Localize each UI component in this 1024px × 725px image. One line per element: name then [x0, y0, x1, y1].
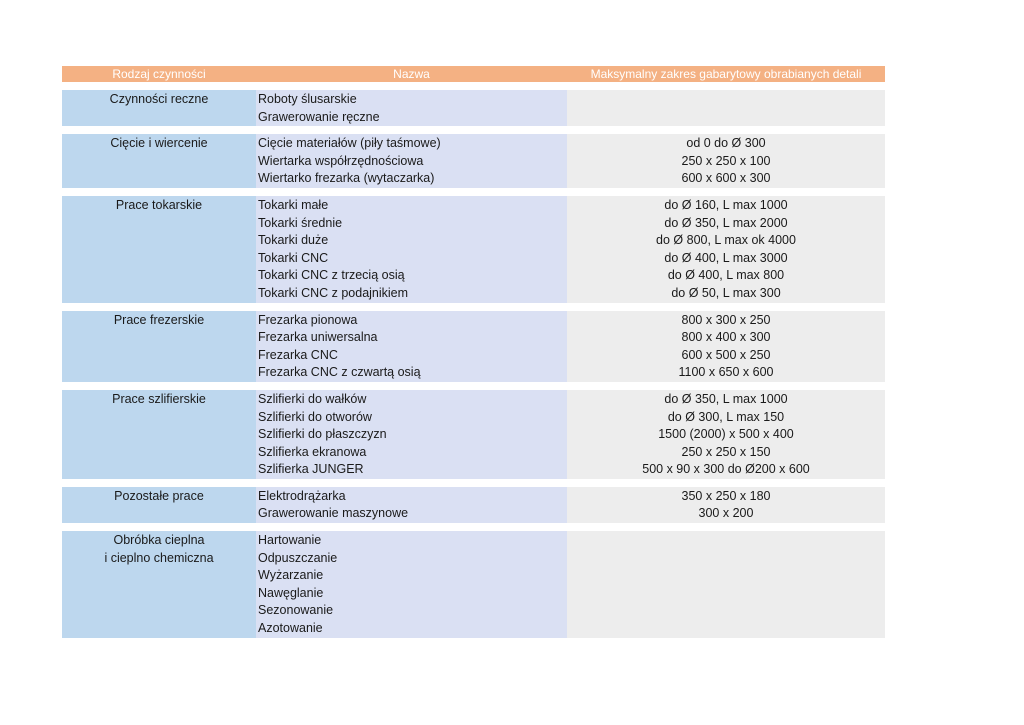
table-group [62, 487, 885, 523]
machine-name: Azotowanie [258, 621, 323, 636]
machine-name: Wiertarka współrzędnościowa [258, 153, 424, 168]
activity-type-label: Prace szlifierskie [112, 391, 206, 406]
machine-names-cell [256, 487, 567, 523]
max-range-value: od 0 do Ø 300 [686, 136, 766, 151]
max-range-value: do Ø 800, L max ok 4000 [656, 233, 796, 248]
max-range-value: do Ø 160, L max 1000 [664, 197, 788, 212]
max-range-value: 1100 x 650 x 600 [678, 365, 774, 380]
machine-name: Wiertarko frezarka (wytaczarka) [258, 171, 435, 186]
max-range-value: 600 x 500 x 250 [681, 347, 771, 362]
machine-name: Tokarki średnie [258, 215, 343, 230]
max-range-cell [567, 134, 885, 188]
activity-type-cell [62, 487, 256, 523]
max-range-value: 800 x 300 x 250 [681, 312, 771, 327]
machine-name: Tokarki CNC [258, 250, 329, 265]
max-range-value: do Ø 350, L max 1000 [664, 391, 788, 406]
machine-name: Grawerowanie ręczne [258, 109, 380, 124]
activity-type-label: Prace tokarskie [115, 197, 203, 212]
max-range-value: 500 x 90 x 300 do Ø200 x 600 [642, 462, 810, 477]
machine-names-cell [256, 90, 567, 126]
machine-name: Tokarki małe [258, 197, 329, 212]
max-range-value [567, 567, 885, 585]
max-range-value [567, 620, 885, 638]
max-range-cell [567, 90, 885, 126]
machine-name: Sezonowanie [258, 603, 334, 618]
machine-name: Elektrodrążarka [258, 488, 346, 503]
machine-name: Szlifierki do płaszczyzn [258, 427, 387, 442]
activity-type-cell [62, 531, 256, 638]
max-range-value: do Ø 400, L max 3000 [664, 250, 788, 265]
activity-type-cell [62, 311, 256, 382]
machine-names-cell [256, 311, 567, 382]
machine-name: Tokarki CNC z trzecią osią [258, 268, 405, 283]
max-range-value: 1500 (2000) x 500 x 400 [658, 427, 794, 442]
max-range-value: do Ø 400, L max 800 [667, 268, 785, 283]
machine-name: Tokarki duże [258, 233, 329, 248]
activity-type-label: Prace frezerskie [113, 312, 205, 327]
activity-type-label: Obróbka cieplna [113, 533, 205, 548]
activity-type-cell [62, 134, 256, 188]
header-name: Nazwa [393, 67, 430, 81]
header-activity-type: Rodzaj czynności [112, 67, 206, 81]
machine-name: Szlifierki do otworów [258, 409, 372, 424]
machine-name: Nawęglanie [258, 585, 324, 600]
machine-names-cell [256, 196, 567, 303]
max-range-value [567, 532, 885, 550]
table-group [62, 390, 885, 479]
machine-names-cell [256, 134, 567, 188]
table-group [62, 311, 885, 382]
machine-name: Odpuszczanie [258, 550, 338, 565]
max-range-cell [567, 311, 885, 382]
machine-name: Grawerowanie maszynowe [258, 506, 409, 521]
machine-name: Roboty ślusarskie [258, 92, 357, 106]
machine-name: Szlifierka ekranowa [258, 444, 367, 459]
max-range-cell [567, 390, 885, 479]
max-range-value [567, 585, 885, 603]
table-group [62, 531, 885, 638]
max-range-value: do Ø 300, L max 150 [667, 409, 785, 424]
activity-type-label: Czynności reczne [109, 92, 209, 106]
table-group [62, 90, 885, 126]
activity-type-cell [62, 196, 256, 303]
machine-name: Szlifierka JUNGER [258, 462, 364, 477]
max-range-value [567, 602, 885, 620]
machine-name: Wyżarzanie [258, 568, 324, 583]
activity-type-label: Pozostałe prace [114, 488, 204, 503]
max-range-value [567, 91, 885, 109]
max-range-value: 250 x 250 x 150 [681, 444, 771, 459]
machine-name: Tokarki CNC z podajnikiem [258, 285, 409, 300]
table-header [62, 66, 885, 82]
machine-names-cell [256, 390, 567, 479]
max-range-value [567, 550, 885, 568]
activity-type-cell [62, 390, 256, 479]
max-range-value: do Ø 50, L max 300 [671, 285, 781, 300]
max-range-value: 350 x 250 x 180 [681, 488, 771, 503]
max-range-value: 800 x 400 x 300 [681, 330, 771, 345]
machine-name: Frezarka pionowa [258, 312, 358, 327]
machine-name: Frezarka CNC [258, 347, 338, 362]
max-range-value: 300 x 200 [698, 506, 754, 521]
header-max-range: Maksymalny zakres gabarytowy obrabianych detali [590, 67, 862, 81]
max-range-value: 600 x 600 x 300 [681, 171, 771, 186]
activity-type-cell [62, 90, 256, 126]
max-range-cell [567, 531, 885, 638]
max-range-value [567, 109, 885, 127]
max-range-value: do Ø 350, L max 2000 [664, 215, 788, 230]
machine-name: Hartowanie [258, 533, 322, 548]
table-body [62, 90, 885, 638]
machine-name: Cięcie materiałów (piły taśmowe) [258, 136, 441, 151]
table-group [62, 196, 885, 303]
machining-table [62, 66, 885, 646]
max-range-cell [567, 487, 885, 523]
machine-names-cell [256, 531, 567, 638]
table-group [62, 134, 885, 188]
machine-name: Frezarka CNC z czwartą osią [258, 365, 421, 380]
machine-name: Frezarka uniwersalna [258, 330, 378, 345]
max-range-value: 250 x 250 x 100 [681, 153, 771, 168]
activity-type-label: i cieplno chemiczna [104, 550, 214, 565]
machine-name: Szlifierki do wałków [258, 391, 367, 406]
max-range-cell [567, 196, 885, 303]
activity-type-label: Cięcie i wiercenie [110, 136, 208, 151]
